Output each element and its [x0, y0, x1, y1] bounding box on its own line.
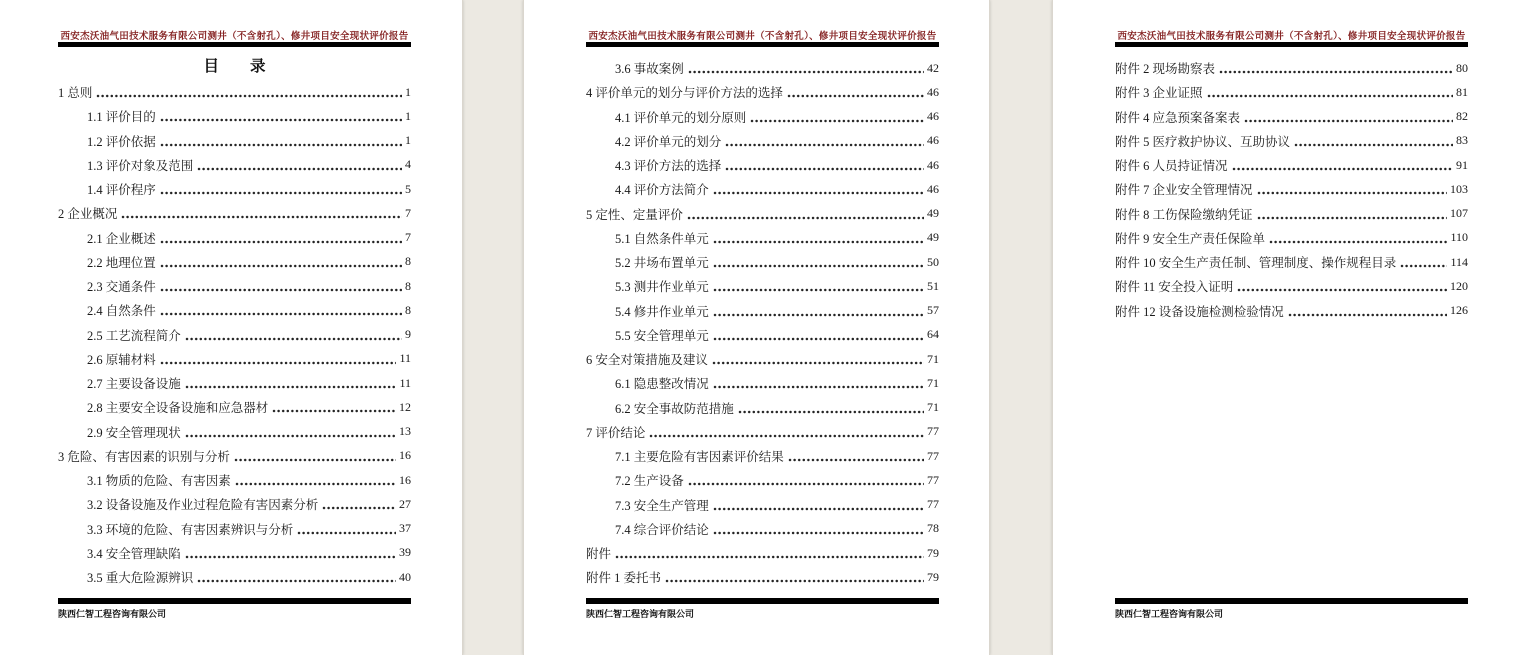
toc-entry-label: 4.2 评价单元的划分 [615, 134, 722, 149]
toc-entry-label: 4.3 评价方法的选择 [615, 159, 722, 174]
toc-entry-label: 3.6 事故案例 [615, 62, 684, 77]
toc-entry [58, 347, 411, 371]
toc-entry [1115, 129, 1468, 153]
toc-entry [58, 565, 411, 589]
document-page-3 [1052, 0, 1519, 655]
toc-entry-label: 3.2 设备设施及作业过程危险有害因素分析 [87, 498, 319, 513]
toc-leader-dots [787, 80, 924, 104]
toc-leader-dots [713, 299, 924, 323]
toc-entry [586, 177, 939, 201]
footer-rule-bar [58, 598, 411, 604]
toc-entry [58, 444, 411, 468]
toc-page-number: 7 [405, 230, 411, 245]
toc-entry [1115, 177, 1468, 201]
toc-page-number: 11 [399, 375, 411, 390]
toc-page-number: 8 [405, 254, 411, 269]
toc-entry [586, 396, 939, 420]
toc-entry [58, 201, 411, 225]
toc-leader-dots [160, 226, 402, 250]
toc-leader-dots [665, 565, 924, 589]
toc-leader-dots [687, 202, 924, 226]
toc-page-number: 78 [927, 521, 939, 536]
toc-leader-dots [160, 298, 402, 322]
toc-entry [586, 444, 939, 468]
toc-leader-dots [160, 104, 402, 128]
toc-page-number: 126 [1450, 303, 1468, 318]
toc-entry-label: 2.7 主要设备设施 [87, 377, 181, 392]
toc-entry [58, 104, 411, 128]
toc-page-number: 27 [399, 496, 411, 511]
toc-entry [586, 299, 939, 323]
toc-entry [58, 177, 411, 201]
toc-entry-label: 2 企业概况 [58, 207, 118, 222]
toc-entry-label: 5.3 测井作业单元 [615, 280, 709, 295]
toc-leader-dots [713, 250, 924, 274]
toc-entry [1115, 226, 1468, 250]
toc-leader-dots [322, 492, 396, 516]
toc-entry-label: 4.1 评价单元的划分原则 [615, 110, 747, 125]
toc-page-number: 8 [405, 302, 411, 317]
toc-page-number: 1 [405, 84, 411, 99]
toc-entry [58, 492, 411, 516]
toc-page-number: 103 [1450, 181, 1468, 196]
toc-entry-label: 附件 12 设备设施检测检验情况 [1115, 304, 1284, 319]
toc-leader-dots [713, 493, 924, 517]
toc-entry-label: 2.3 交通条件 [87, 280, 156, 295]
toc-entry-label: 附件 4 应急预案备案表 [1115, 110, 1241, 125]
toc-entry [58, 153, 411, 177]
toc-leader-dots [297, 517, 396, 541]
toc-entry [58, 298, 411, 322]
toc-leader-dots [649, 420, 924, 444]
toc-page-number: 77 [927, 497, 939, 512]
toc-leader-dots [713, 226, 924, 250]
toc-page-number: 16 [399, 472, 411, 487]
toc-leader-dots [96, 80, 402, 104]
toc-entry [586, 565, 939, 589]
toc-entry [586, 129, 939, 153]
toc-entry [1115, 80, 1468, 104]
toc-page-number: 46 [927, 133, 939, 148]
toc-entry [1115, 56, 1468, 80]
toc-entry-label: 3.5 重大危险源辨识 [87, 571, 194, 586]
toc-page-number: 42 [927, 60, 939, 75]
toc-page-number: 83 [1456, 133, 1468, 148]
toc-entry-label: 附件 9 安全生产责任保险单 [1115, 231, 1266, 246]
toc-leader-dots [1288, 299, 1447, 323]
page-header-title: 西安杰沃油气田技术服务有限公司测井（不含射孔）、修井项目安全现状评价报告 [1117, 32, 1466, 42]
toc-leader-dots [788, 444, 924, 468]
toc-entry [586, 105, 939, 129]
toc-page-number: 13 [399, 424, 411, 439]
toc-leader-dots [1219, 56, 1453, 80]
toc-entry [1115, 202, 1468, 226]
toc-page-number: 82 [1456, 109, 1468, 124]
toc-entry-label: 5.2 井场布置单元 [615, 256, 709, 271]
toc-leader-dots [713, 323, 924, 347]
toc-page-number: 16 [399, 448, 411, 463]
toc-page-number: 71 [927, 351, 939, 366]
toc-leader-dots [713, 177, 924, 201]
toc-entry [586, 541, 939, 565]
toc-entry-label: 2.9 安全管理现状 [87, 425, 181, 440]
toc-entry-label: 6.1 隐患整改情况 [615, 377, 709, 392]
toc-entry-label: 附件 1 委托书 [586, 571, 662, 586]
toc-entry-label: 7 评价结论 [586, 425, 646, 440]
toc-page-number: 4 [405, 157, 411, 172]
toc-page-number: 1 [405, 108, 411, 123]
toc-entry [586, 274, 939, 298]
toc-entry-label: 3.1 物质的危险、有害因素 [87, 474, 231, 489]
toc-entry [58, 395, 411, 419]
toc-page-number: 120 [1450, 278, 1468, 293]
toc-entry-label: 2.6 原辅材料 [87, 352, 156, 367]
toc-entry-label: 附件 3 企业证照 [1115, 86, 1203, 101]
toc-leader-dots [1257, 202, 1447, 226]
toc-entries-list [1115, 56, 1468, 323]
toc-entry-label: 5.4 修井作业单元 [615, 304, 709, 319]
page-1-content [58, 0, 411, 655]
toc-leader-dots [688, 468, 924, 492]
toc-page-number: 51 [927, 278, 939, 293]
footer-rule-bar [1115, 598, 1468, 604]
toc-entry-label: 4 评价单元的划分与评价方法的选择 [586, 86, 783, 101]
page-footer-company: 陕西仁智工程咨询有限公司 [58, 609, 167, 619]
toc-page-number: 8 [405, 278, 411, 293]
toc-leader-dots [160, 250, 402, 274]
toc-page-number: 39 [399, 545, 411, 560]
toc-entry [586, 420, 939, 444]
toc-page-number: 46 [927, 181, 939, 196]
toc-entry-label: 1.3 评价对象及范围 [87, 158, 194, 173]
toc-page-number: 107 [1450, 206, 1468, 221]
toc-entry [58, 250, 411, 274]
toc-leader-dots [1244, 105, 1453, 129]
toc-leader-dots [1237, 274, 1447, 298]
toc-page-number: 57 [927, 303, 939, 318]
toc-page-number: 79 [927, 569, 939, 584]
toc-entry-label: 7.3 安全生产管理 [615, 498, 709, 513]
toc-page-number: 46 [927, 84, 939, 99]
toc-page-number: 110 [1450, 230, 1468, 245]
toc-leader-dots [234, 444, 396, 468]
toc-page-number: 77 [927, 448, 939, 463]
toc-page-number: 71 [927, 400, 939, 415]
toc-entry-label: 6 安全对策措施及建议 [586, 353, 708, 368]
toc-entry [1115, 274, 1468, 298]
toc-leader-dots [185, 371, 397, 395]
toc-entry-label: 1.4 评价程序 [87, 183, 156, 198]
toc-entry-label: 6.2 安全事故防范措施 [615, 401, 734, 416]
toc-leader-dots [185, 420, 396, 444]
toc-leader-dots [725, 153, 924, 177]
page-header-title: 西安杰沃油气田技术服务有限公司测井（不含射孔）、修井项目安全现状评价报告 [60, 32, 409, 42]
toc-page-number: 11 [399, 351, 411, 366]
toc-entries-list [58, 80, 411, 589]
toc-leader-dots [713, 274, 924, 298]
toc-entry [586, 226, 939, 250]
toc-entry-label: 5 定性、定量评价 [586, 207, 683, 222]
toc-page-number: 49 [927, 230, 939, 245]
toc-entry [586, 250, 939, 274]
toc-leader-dots [1400, 250, 1447, 274]
toc-entry [58, 420, 411, 444]
toc-entry [586, 468, 939, 492]
toc-entry-label: 3.4 安全管理缺陷 [87, 546, 181, 561]
toc-page-number: 1 [405, 133, 411, 148]
toc-entry-label: 2.1 企业概述 [87, 231, 156, 246]
toc-page-number: 77 [927, 472, 939, 487]
page-2-content [586, 0, 939, 655]
toc-leader-dots [738, 396, 924, 420]
toc-entry [58, 517, 411, 541]
toc-leader-dots [185, 541, 396, 565]
toc-page-number: 46 [927, 157, 939, 172]
toc-leader-dots [1232, 153, 1453, 177]
toc-entry [586, 153, 939, 177]
toc-page-number: 91 [1456, 157, 1468, 172]
toc-page-number: 81 [1456, 84, 1468, 99]
toc-leader-dots [160, 177, 402, 201]
toc-page-number: 9 [405, 327, 411, 342]
toc-leader-dots [1207, 80, 1453, 104]
toc-entry [586, 517, 939, 541]
toc-entry [586, 202, 939, 226]
toc-entries-list [586, 56, 939, 590]
page-footer-company: 陕西仁智工程咨询有限公司 [1115, 609, 1224, 619]
toc-leader-dots [712, 347, 924, 371]
toc-page-number: 114 [1450, 254, 1468, 269]
toc-entry-label: 3 危险、有害因素的识别与分析 [58, 449, 230, 464]
toc-entry [58, 468, 411, 492]
toc-entry-label: 附件 7 企业安全管理情况 [1115, 183, 1253, 198]
toc-entry-label: 7.2 生产设备 [615, 474, 684, 489]
header-rule-bar [58, 42, 411, 47]
toc-leader-dots [750, 105, 924, 129]
toc-entry-label: 3.3 环境的危险、有害因素辨识与分析 [87, 522, 294, 537]
toc-leader-dots [197, 153, 402, 177]
toc-entry-label: 1.2 评价依据 [87, 134, 156, 149]
toc-leader-dots [235, 468, 396, 492]
toc-entry-label: 附件 11 安全投入证明 [1115, 280, 1234, 295]
toc-entry-label: 1 总则 [58, 86, 93, 101]
toc-leader-dots [160, 347, 397, 371]
page-header-title: 西安杰沃油气田技术服务有限公司测井（不含射孔）、修井项目安全现状评价报告 [588, 32, 937, 42]
document-page-1 [0, 0, 463, 655]
toc-leader-dots [713, 517, 924, 541]
toc-leader-dots [713, 371, 924, 395]
toc-page-number: 40 [399, 569, 411, 584]
toc-entry-label: 2.8 主要安全设备设施和应急器材 [87, 401, 269, 416]
toc-entry-label: 7.4 综合评价结论 [615, 522, 709, 537]
toc-page-number: 37 [399, 521, 411, 536]
toc-entry [58, 323, 411, 347]
toc-leader-dots [615, 541, 924, 565]
toc-entry [58, 274, 411, 298]
toc-entry-label: 附件 [586, 547, 612, 562]
header-rule-bar [586, 42, 939, 47]
toc-entry-label: 2.2 地理位置 [87, 255, 156, 270]
toc-leader-dots [160, 274, 402, 298]
toc-entry [1115, 105, 1468, 129]
toc-entry [1115, 153, 1468, 177]
toc-entry [58, 129, 411, 153]
toc-entry-label: 附件 10 安全生产责任制、管理制度、操作规程目录 [1115, 256, 1397, 271]
toc-leader-dots [272, 395, 396, 419]
toc-entry [586, 56, 939, 80]
toc-entry [58, 226, 411, 250]
toc-entry [58, 541, 411, 565]
toc-page-number: 49 [927, 206, 939, 221]
toc-entry-label: 5.5 安全管理单元 [615, 328, 709, 343]
toc-leader-dots [1294, 129, 1453, 153]
toc-entry-label: 5.1 自然条件单元 [615, 231, 709, 246]
toc-leader-dots [197, 565, 396, 589]
toc-page-number: 64 [927, 327, 939, 342]
toc-leader-dots [688, 56, 924, 80]
toc-entry-label: 附件 5 医疗救护协议、互助协议 [1115, 134, 1291, 149]
toc-entry [586, 493, 939, 517]
toc-page-number: 46 [927, 109, 939, 124]
toc-leader-dots [185, 323, 402, 347]
document-page-2 [523, 0, 990, 655]
toc-leader-dots [1269, 226, 1447, 250]
toc-leader-dots [725, 129, 924, 153]
toc-entry-label: 7.1 主要危险有害因素评价结果 [615, 450, 784, 465]
toc-leader-dots [121, 201, 402, 225]
toc-entry [1115, 250, 1468, 274]
page-footer-company: 陕西仁智工程咨询有限公司 [586, 609, 695, 619]
toc-page-number: 79 [927, 545, 939, 560]
toc-leader-dots [1257, 177, 1447, 201]
toc-entry-label: 2.4 自然条件 [87, 304, 156, 319]
toc-page-number: 50 [927, 254, 939, 269]
toc-entry [58, 371, 411, 395]
toc-entry-label: 附件 6 人员持证情况 [1115, 159, 1228, 174]
toc-page-number: 7 [405, 205, 411, 220]
toc-entry [586, 347, 939, 371]
toc-page-number: 80 [1456, 60, 1468, 75]
toc-title: 目 录 [203, 58, 266, 75]
toc-page-number: 71 [927, 375, 939, 390]
page-3-content [1115, 0, 1468, 655]
toc-page-number: 12 [399, 399, 411, 414]
toc-entry-label: 4.4 评价方法简介 [615, 183, 709, 198]
toc-page-number: 77 [927, 424, 939, 439]
toc-entry [586, 323, 939, 347]
toc-entry [58, 80, 411, 104]
toc-entry-label: 附件 2 现场勘察表 [1115, 62, 1216, 77]
toc-entry-label: 2.5 工艺流程简介 [87, 328, 181, 343]
toc-entry [586, 80, 939, 104]
toc-leader-dots [160, 129, 402, 153]
toc-entry-label: 附件 8 工伤保险缴纳凭证 [1115, 207, 1253, 222]
footer-rule-bar [586, 598, 939, 604]
header-rule-bar [1115, 42, 1468, 47]
toc-page-number: 5 [405, 181, 411, 196]
toc-entry-label: 1.1 评价目的 [87, 110, 156, 125]
toc-entry [1115, 299, 1468, 323]
toc-entry [586, 371, 939, 395]
